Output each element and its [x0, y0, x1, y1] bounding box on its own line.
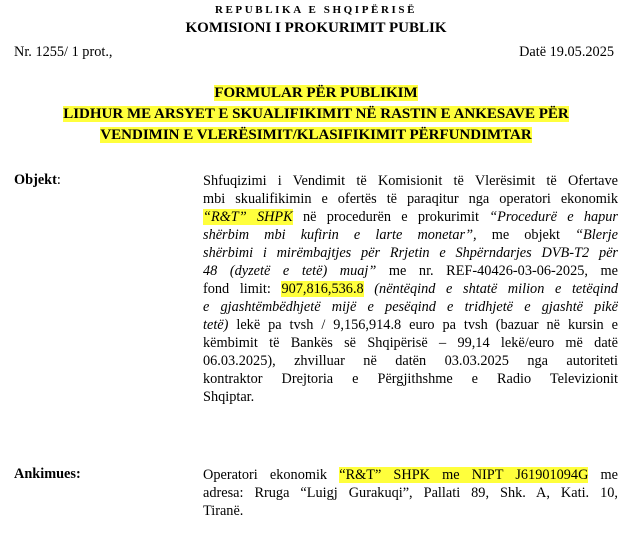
- objekt-line-10: këmbimit të Bankës së Shqipërisë – 99,14 lekë/euro më datë: [203, 335, 618, 351]
- objekt-line-4: shërbim mbi kufirin e larte monetar”, me objekt “Blerje: [203, 227, 618, 243]
- objekt-line-6: 48 (dyzetë e tetë) muaj” me nr. REF-40426-03-06-2025, me: [203, 263, 618, 279]
- protocol-number: Nr. 1255/ 1 prot.,: [14, 44, 113, 60]
- document-date: Datë 19.05.2025: [519, 44, 614, 60]
- objekt-line-8: e gjashtëmbëdhjetë mijë e pesëqind e tridhjetë e gjashtë pikë: [203, 299, 618, 315]
- objekt-line-2: mbi skualifikimin e ofertës të paraqitur nga operatori ekonomik: [203, 191, 618, 207]
- objekt-line-7: fond limit: 907,816,536.8 (nëntëqind e shtatë milion e tetëqind: [203, 281, 618, 297]
- form-title-line-3: [0, 127, 632, 144]
- objekt-line-1: Shfuqizimi i Vendimit të Komisionit të Vlerësimit të Ofertave: [203, 173, 618, 189]
- form-title-line-2: [0, 106, 632, 123]
- commission-title: KOMISIONI I PROKURIMIT PUBLIK: [185, 20, 447, 36]
- objekt-line-13: Shqiptar.: [203, 389, 255, 405]
- form-title-line-1: [0, 85, 632, 102]
- objekt-line-12: kontraktor Drejtoria e Përgjithshme e Radio Televizionit: [203, 371, 618, 387]
- republic-heading: REPUBLIKA E SHQIPËRISË: [214, 4, 418, 16]
- form-title-highlight-1: FORMULAR PËR PUBLIKIM: [214, 85, 418, 101]
- appellant-highlight: “R&T” SHPK me NIPT J61901094G: [339, 467, 589, 483]
- ankimues-label: Ankimues:: [14, 466, 81, 482]
- objekt-line-9: tetë) lekë pa tvsh / 9,156,914.8 euro pa tvsh (bazuar në kursin e: [203, 317, 618, 333]
- objekt-line-5: shërbimi i mirëmbajtjes për Rrjetin e Shpërndarjes DVB-T2 për: [203, 245, 618, 261]
- objekt-label: Objekt:: [14, 172, 61, 188]
- form-title-highlight-2: LIDHUR ME ARSYET E SKUALIFIKIMIT NË RASTIN E ANKESAVE PËR: [63, 106, 569, 122]
- form-title-highlight-3: VENDIMIN E VLERËSIMIT/KLASIFIKIMIT PËRFUNDIMTAR: [100, 127, 532, 143]
- ankimues-line-1: Operatori ekonomik “R&T” SHPK me NIPT J61901094G me: [203, 467, 619, 483]
- objekt-line-11: 06.03.2025), zhvilluar në datën 03.03.2025 nga autoriteti: [203, 353, 618, 369]
- company-highlight: “R&T” SHPK: [203, 209, 293, 225]
- fund-limit-value: 907,816,536.8: [281, 281, 364, 297]
- ankimues-line-3: Tiranë.: [203, 503, 244, 519]
- objekt-line-3: “R&T” SHPK në procedurën e prokurimit “Procedurë e hapur: [203, 209, 618, 225]
- ankimues-line-2: adresa: Rruga “Luigj Gurakuqi”, Pallati 89, Shk. A, Kati. 10,: [203, 485, 618, 501]
